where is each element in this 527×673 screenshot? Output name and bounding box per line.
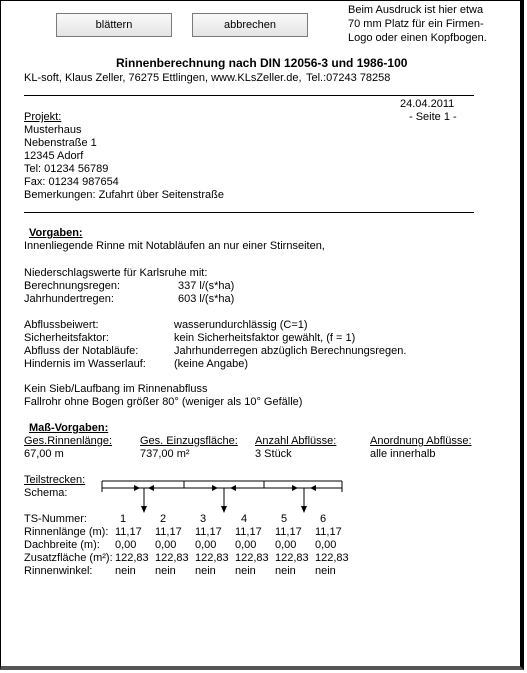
param-value: (keine Angabe) — [174, 358, 248, 370]
logo-note-line3: Logo oder einen Kopfbogen. — [348, 32, 487, 44]
ts-cell: 122,83 — [115, 552, 149, 564]
ts-cell: 0,00 — [155, 539, 177, 551]
project-line: Nebenstraße 1 — [24, 137, 97, 149]
company-line: KL-soft, Klaus Zeller, 76275 Ettlingen, www.KLsZeller.de, — [24, 72, 302, 84]
document-title: Rinnenberechnung nach DIN 12056-3 und 1986-100 — [116, 56, 408, 70]
rain-value: 337 l/(s*ha) — [178, 280, 235, 292]
project-line: Tel: 01234 56789 — [24, 163, 109, 175]
ts-cell: 11,17 — [195, 526, 222, 538]
mass-header-area: Ges. Einzugsfläche: — [140, 435, 238, 447]
divider-top — [24, 95, 474, 96]
note-line: Kein Sieb/Laufbang im Rinnenabfluss — [24, 383, 208, 395]
mass-heading: Maß-Vorgaben: — [29, 422, 109, 434]
mass-header-count: Anzahl Abflüsse: — [255, 435, 337, 447]
project-label: Projekt: — [24, 111, 62, 123]
ts-cell: 11,17 — [155, 526, 182, 538]
cancel-button[interactable]: abbrechen — [192, 13, 308, 37]
param-value: kein Sicherheitsfaktor gewählt, (f = 1) — [174, 332, 356, 344]
param-value: Jahrhunderregen abzüglich Berechnungsregen. — [174, 345, 407, 357]
project-remarks: Bemerkungen: Zufahrt über Seitenstraße — [24, 189, 224, 201]
param-label: Abflussbeiwert: — [24, 319, 99, 331]
mass-value-length: 67,00 m — [24, 448, 64, 460]
ts-row-label: Rinnenlänge (m): — [24, 526, 109, 538]
ts-row-label: Rinnenwinkel: — [24, 565, 93, 577]
ts-row-label: Zusatzfläche (m²): — [24, 552, 113, 564]
note-line: Fallrohr ohne Bogen größer 80° (weniger als 10° Gefälle) — [24, 396, 303, 408]
ts-cell: 122,83 — [195, 552, 229, 564]
mass-header-arrangement: Anordnung Abflüsse: — [370, 435, 472, 447]
rain-value: 603 l/(s*ha) — [178, 293, 235, 305]
ts-cell: 11,17 — [115, 526, 142, 538]
ts-cell: 0,00 — [195, 539, 217, 551]
vorgaben-heading: Vorgaben: — [29, 227, 83, 239]
ts-cell: 5 — [281, 513, 288, 525]
param-value: wasserundurchlässig (C=1) — [174, 319, 308, 331]
ts-cell: 122,83 — [235, 552, 269, 564]
ts-cell: 0,00 — [115, 539, 137, 551]
ts-cell: 2 — [160, 513, 167, 525]
mass-header-length: Ges.Rinnenlänge: — [24, 435, 113, 447]
mass-value-count: 3 Stück — [255, 448, 292, 460]
param-label: Abfluss der Notabläufe: — [24, 345, 139, 357]
project-line: Fax: 01234 987654 — [24, 176, 119, 188]
param-label: Hindernis im Wasserlauf: — [24, 358, 146, 370]
ts-row-label: TS-Nummer: — [24, 513, 87, 525]
ts-cell: 3 — [200, 513, 207, 525]
rain-label: Jahrhundertregen: — [24, 293, 114, 305]
document-date: 24.04.2011 — [400, 98, 455, 110]
ts-cell: nein — [315, 565, 336, 577]
ts-cell: nein — [235, 565, 256, 577]
rain-heading: Niederschlagswerte für Karlsruhe mit: — [24, 267, 208, 279]
company-phone: Tel.:07243 78258 — [306, 72, 391, 84]
browse-button[interactable]: blättern — [56, 13, 172, 37]
param-label: Sicherheitsfaktor: — [24, 332, 109, 344]
ts-cell: 122,83 — [315, 552, 349, 564]
ts-cell: 6 — [320, 513, 327, 525]
divider-middle — [24, 212, 474, 213]
ts-cell: 0,00 — [315, 539, 337, 551]
ts-cell: nein — [195, 565, 216, 577]
project-line: Musterhaus — [24, 124, 82, 136]
ts-cell: 122,83 — [275, 552, 309, 564]
logo-note-line1: Beim Ausdruck ist hier etwa — [348, 4, 484, 16]
ts-cell: nein — [275, 565, 296, 577]
page-number: - Seite 1 - — [409, 111, 457, 123]
ts-row-label: Dachbreite (m): — [24, 539, 100, 551]
ts-cell: 4 — [241, 513, 248, 525]
ts-cell: 11,17 — [275, 526, 302, 538]
ts-cell: 11,17 — [315, 526, 342, 538]
ts-cell: 122,83 — [155, 552, 189, 564]
mass-value-arrangement: alle innerhalb — [370, 448, 436, 460]
ts-cell: 0,00 — [235, 539, 257, 551]
logo-note-line2: 70 mm Platz für ein Firmen- — [348, 18, 484, 30]
ts-cell: nein — [155, 565, 176, 577]
teilstrecken-label: Teilstrecken: — [24, 474, 86, 486]
mass-value-area: 737,00 m² — [140, 448, 190, 460]
ts-cell: nein — [115, 565, 136, 577]
ts-cell: 0,00 — [275, 539, 297, 551]
schema-diagram — [100, 480, 350, 520]
rain-label: Berechnungsregen: — [24, 280, 121, 292]
ts-cell: 11,17 — [235, 526, 262, 538]
project-line: 12345 Adorf — [24, 150, 84, 162]
schema-label: Schema: — [24, 487, 68, 499]
ts-cell: 1 — [120, 513, 127, 525]
vorgaben-line: Innenliegende Rinne mit Notabläufen an nur einer Stirnseiten, — [24, 240, 325, 252]
